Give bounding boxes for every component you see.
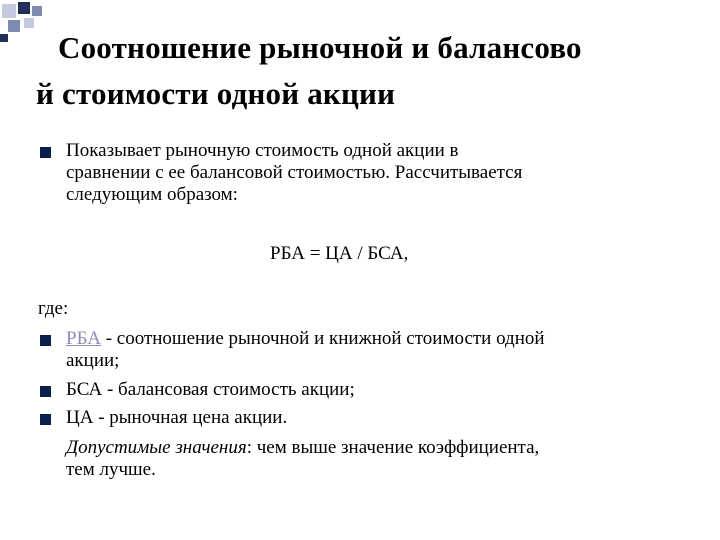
slide-title-line-1: Соотношение рыночной и балансово [58, 30, 582, 65]
item-1-text: - соотношение рыночной и книжной стоимости одной [100, 328, 545, 349]
formula: РБА = ЦА / БСА, [270, 243, 409, 264]
where-label: где: [38, 298, 69, 319]
intro-line-2: сравнении с ее балансовой стоимостью. Рассчитывается [66, 162, 523, 183]
note-label: Допустимые значения [66, 437, 247, 458]
intro-line-1: Показывает рыночную стоимость одной акции в [66, 140, 459, 161]
square-bullet-icon [40, 386, 51, 397]
note-text: : чем выше значение коэффициента, [246, 437, 540, 458]
note-line-1 [66, 437, 539, 459]
list-item: БСА - балансовая стоимость акции; [66, 379, 355, 400]
corner-squares-icon [0, 0, 60, 44]
item-1-continuation: акции; [66, 350, 120, 371]
square-bullet-icon [40, 147, 51, 158]
list-item: ЦА - рыночная цена акции. [66, 407, 288, 428]
term-link-rba[interactable]: РБА [66, 328, 101, 349]
square-bullet-icon [40, 335, 51, 346]
slide-title-line-2: й стоимости одной акции [36, 76, 396, 111]
intro-line-3: следующим образом: [66, 184, 238, 205]
square-bullet-icon [40, 414, 51, 425]
list-item [66, 328, 545, 350]
note-line-2: тем лучше. [66, 459, 156, 480]
